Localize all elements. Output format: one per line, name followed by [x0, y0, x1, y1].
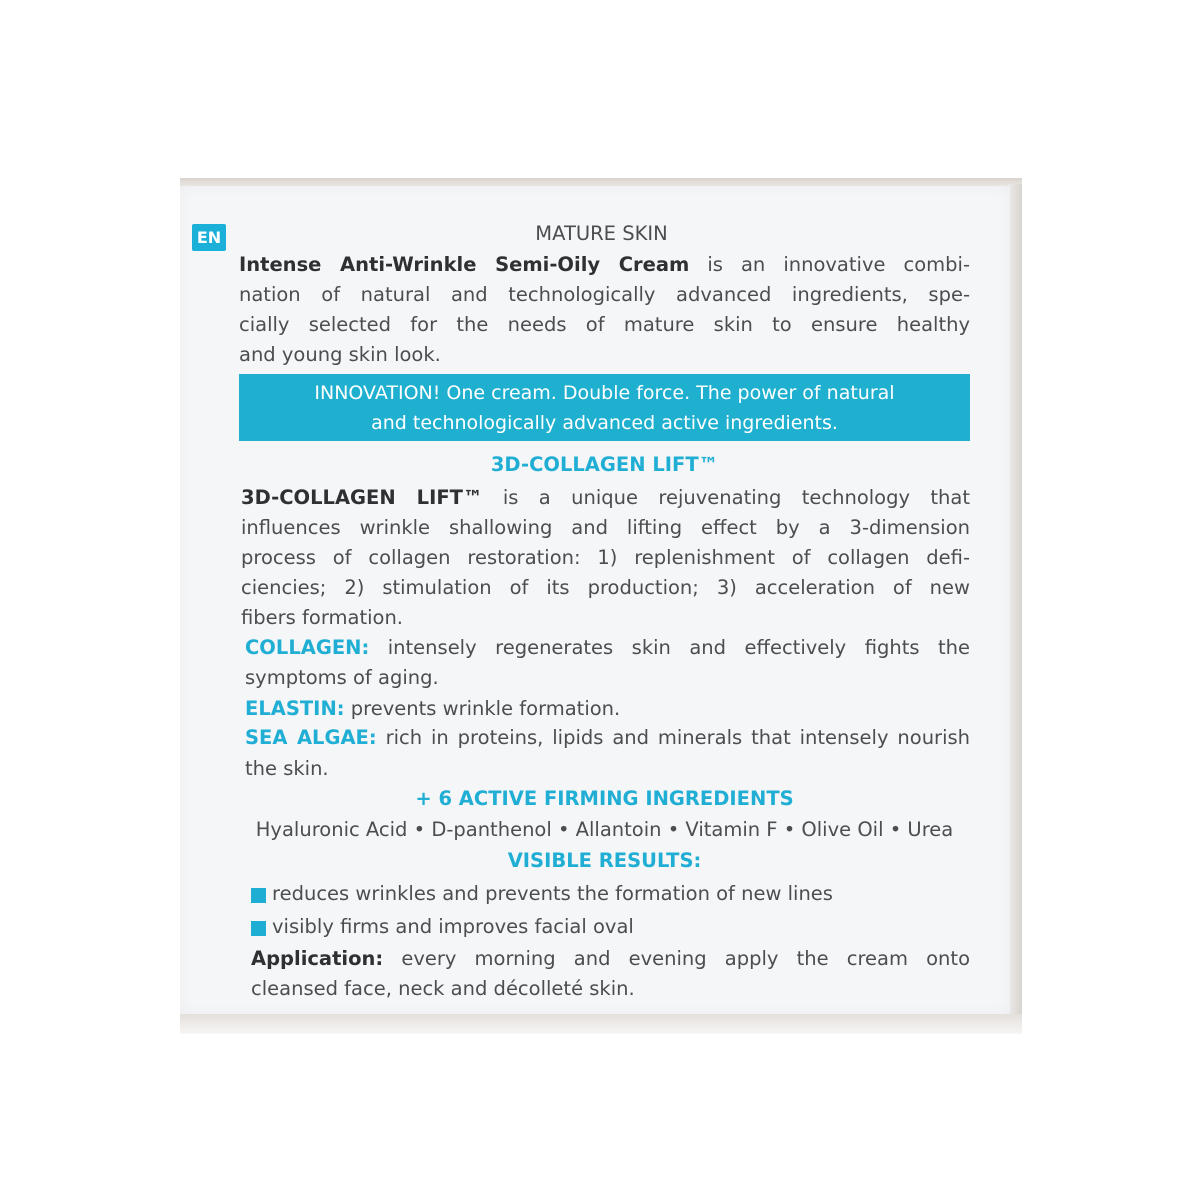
sea-algae-label: SEA ALGAE: [245, 726, 377, 749]
innovation-banner [239, 374, 970, 441]
innovation-banner-line-1: INNOVATION! One cream. Double force. The power of natural [314, 382, 895, 404]
sea-algae-line-2 [245, 754, 970, 784]
intro-line-3 [239, 310, 970, 340]
firming-heading-text: + 6 ACTIVE FIRMING INGREDIENTS [415, 787, 794, 810]
intro-line-4 [239, 340, 970, 370]
product-name: Intense Anti-Wrinkle Semi-Oily Cream [239, 253, 690, 276]
technology-line-2-text: influences wrinkle shallowing and lifting effect by a 3-dimension [241, 516, 970, 539]
elastin-line-text: prevents wrinkle formation. [344, 697, 621, 720]
innovation-banner-line-2: and technologically advanced active ingredients. [371, 412, 838, 434]
result-item-2 [272, 912, 970, 942]
packaging-panel [180, 186, 1010, 1014]
intro-line-4-text: and young skin look. [239, 343, 441, 366]
application-label: Application: [251, 947, 384, 970]
result-bullet-1 [251, 888, 266, 903]
technology-line-4 [241, 573, 970, 603]
firming-ingredients-list [239, 815, 970, 845]
application-line-1 [251, 944, 970, 974]
language-badge: EN [192, 224, 226, 251]
technology-line-2 [241, 513, 970, 543]
box-right-edge [1008, 184, 1022, 1026]
collagen-line-2 [245, 663, 970, 693]
result-bullet-2 [251, 921, 266, 936]
technology-line-3-text: process of collagen restoration: 1) replenishment of collagen defi- [241, 546, 970, 569]
technology-name: 3D-COLLAGEN LIFT™ [241, 486, 483, 509]
box-bottom-edge [180, 1014, 1022, 1034]
intro-line-3-text: cially selected for the needs of mature skin to ensure healthy [239, 313, 970, 336]
intro-line-2-text: nation of natural and technologically advanced ingredients, spe- [239, 283, 970, 306]
technology-line-4-text: ciencies; 2) stimulation of its production; 3) acceleration of new [241, 576, 970, 599]
technology-heading-text: 3D-COLLAGEN LIFT™ [490, 453, 719, 476]
collagen-line-1-text: intensely regenerates skin and effectively fights the [369, 636, 970, 659]
sea-algae-line-1-text: rich in proteins, lipids and minerals that intensely nourish [376, 726, 970, 749]
section-title-text: MATURE SKIN [535, 222, 668, 245]
technology-line-1 [241, 483, 970, 513]
application-line-2-text: cleansed face, neck and décolleté skin. [251, 977, 635, 1000]
intro-line-2 [239, 280, 970, 310]
technology-line-1-rest: is a unique rejuvenating technology that [482, 486, 970, 509]
firming-heading [239, 784, 970, 814]
application-line-2 [251, 974, 970, 1004]
sea-algae-line-1 [245, 723, 970, 753]
result-item-1-text: reduces wrinkles and prevents the formation of new lines [272, 882, 833, 905]
result-item-2-text: visibly firms and improves facial oval [272, 915, 634, 938]
collagen-label: COLLAGEN: [245, 636, 370, 659]
elastin-label: ELASTIN: [245, 697, 345, 720]
sea-algae-line-2-text: the skin. [245, 757, 329, 780]
firming-ingredients-text: Hyaluronic Acid • D-panthenol • Allantoin • Vitamin F • Olive Oil • Urea [255, 818, 954, 841]
application-line-1-text: every morning and evening apply the cream onto [383, 947, 970, 970]
collagen-line-1 [245, 633, 970, 663]
intro-line-1 [239, 250, 970, 280]
technology-line-5 [241, 603, 970, 633]
results-heading [239, 846, 970, 876]
collagen-line-2-text: symptoms of aging. [245, 666, 439, 689]
intro-line-1-rest: is an innovative combi- [689, 253, 970, 276]
result-item-1 [272, 879, 970, 909]
technology-line-3 [241, 543, 970, 573]
section-title [180, 219, 1023, 249]
results-heading-text: VISIBLE RESULTS: [507, 849, 702, 872]
technology-line-5-text: fibers formation. [241, 606, 403, 629]
elastin-line [245, 694, 970, 724]
technology-heading [239, 450, 970, 480]
